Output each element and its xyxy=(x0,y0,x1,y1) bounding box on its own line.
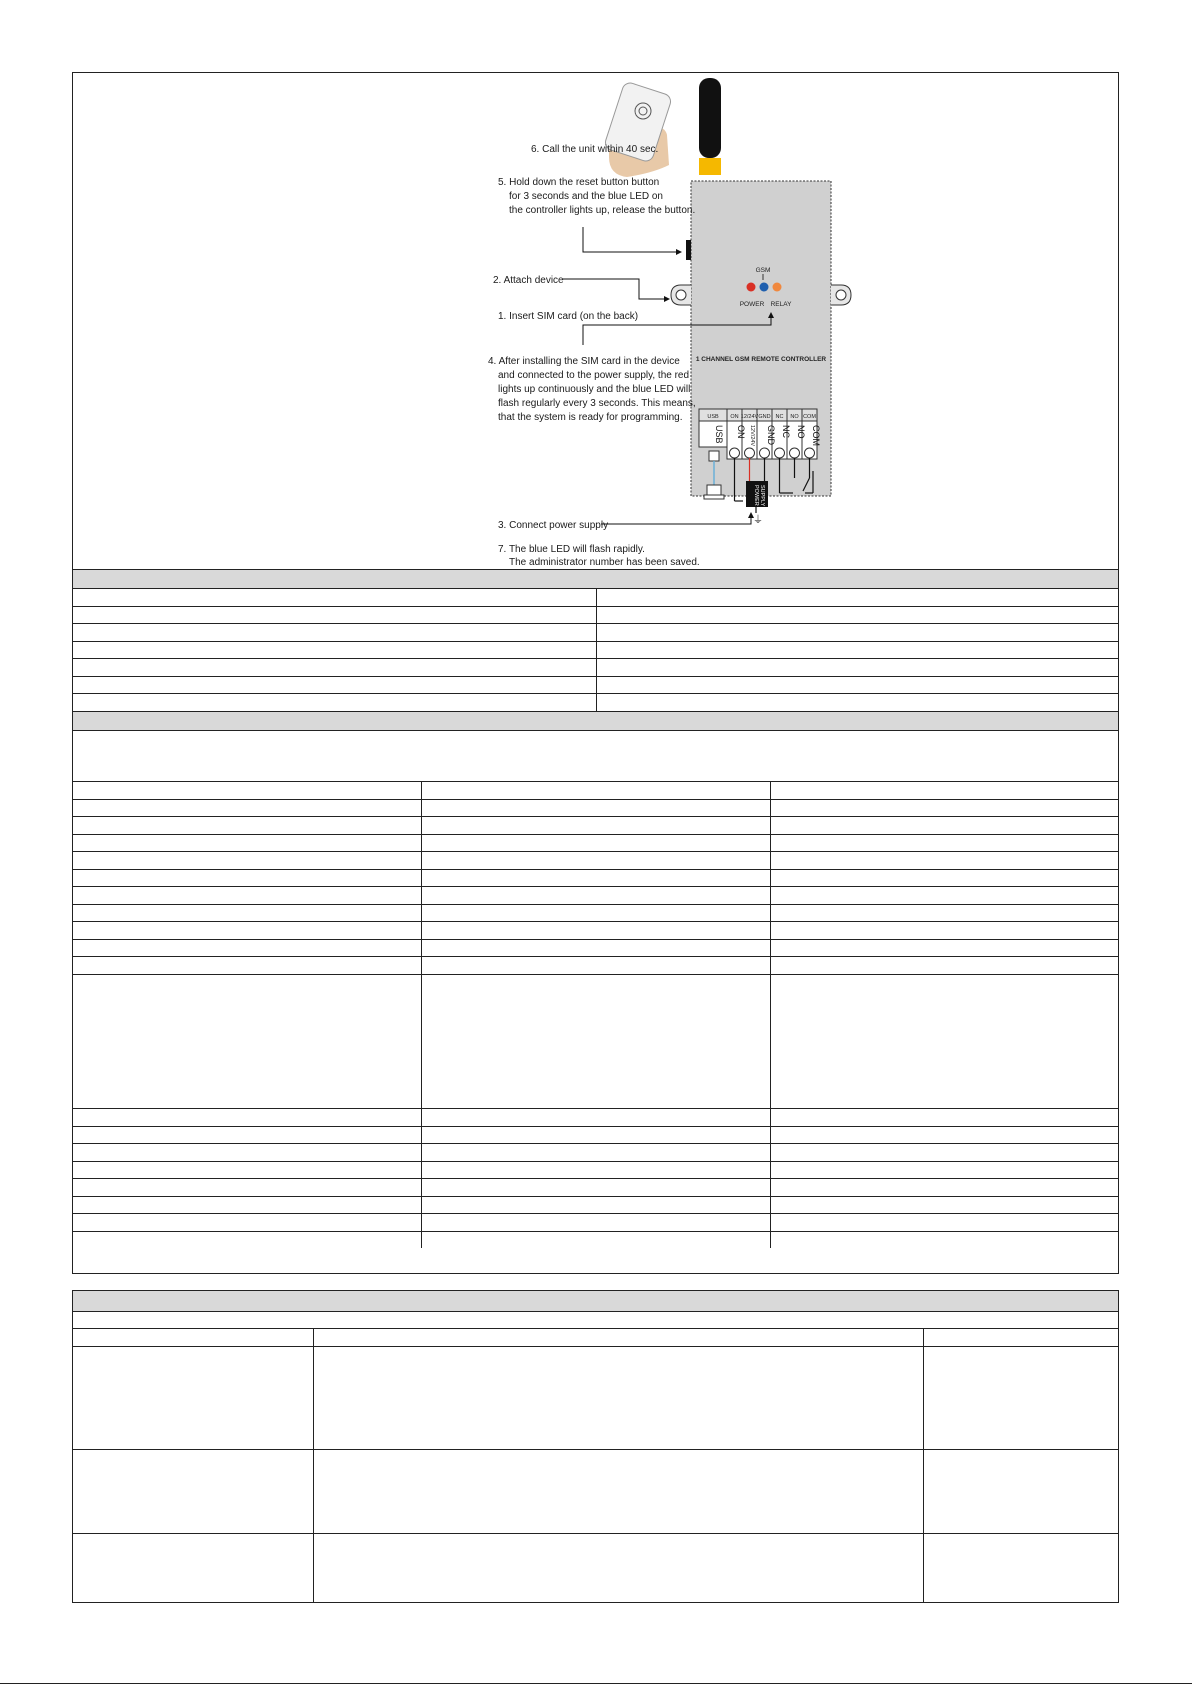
table-row xyxy=(73,1328,1118,1346)
table-row xyxy=(73,886,1118,904)
table-row xyxy=(73,676,1118,693)
table-row xyxy=(73,904,1118,921)
step-4-line-2: and connected to the power supply, the red xyxy=(498,370,690,381)
document-frame-top xyxy=(72,72,1119,1274)
step-2-text: 2. Attach device xyxy=(493,275,564,286)
table-row-tall xyxy=(73,1346,1118,1449)
svg-text:USB: USB xyxy=(714,425,724,444)
table-row-tall xyxy=(73,974,1118,1108)
device-title: 1 CHANNEL GSM REMOTE CONTROLLER xyxy=(695,356,827,363)
step-4-line-3: lights up continuously and the blue LED will xyxy=(498,384,691,395)
wiring-diagram-svg xyxy=(413,73,853,569)
table-row xyxy=(73,851,1118,869)
step-5-line-3: the controller lights up, release the button. xyxy=(509,205,696,216)
led-power xyxy=(747,283,756,292)
svg-text:NO: NO xyxy=(796,425,806,439)
page-bottom-rule xyxy=(0,1683,1192,1684)
step-7-line-1: 7. The blue LED will flash rapidly. xyxy=(498,544,645,555)
step-5-line-1: 5. Hold down the reset button button xyxy=(498,177,660,188)
table-row xyxy=(73,606,1118,623)
section-3-header xyxy=(73,1291,1118,1311)
table-row xyxy=(73,641,1118,658)
table-row xyxy=(73,939,1118,956)
svg-text:12V/24V: 12V/24V xyxy=(749,425,755,447)
svg-text:NO: NO xyxy=(790,414,799,420)
table-row-tall xyxy=(73,1533,1118,1602)
phone-hand-image xyxy=(603,81,672,177)
table-row xyxy=(73,623,1118,641)
step-4-line-5: that the system is ready for programming. xyxy=(498,412,683,423)
section-1-header xyxy=(73,569,1118,588)
svg-text:12/24V: 12/24V xyxy=(740,414,759,420)
table-row xyxy=(73,588,1118,606)
step-3-text: 3. Connect power supply xyxy=(498,520,609,531)
table-row xyxy=(73,658,1118,676)
reset-button xyxy=(686,240,691,260)
table-row xyxy=(73,816,1118,834)
svg-text:ON: ON xyxy=(736,425,746,439)
table-row xyxy=(73,1196,1118,1213)
section-2-header xyxy=(73,711,1118,730)
table-row-tall xyxy=(73,1449,1118,1533)
section-3-subheader xyxy=(73,1311,1118,1328)
svg-text:NC: NC xyxy=(775,414,784,420)
step-4-line-4: flash regularly every 3 seconds. This means, xyxy=(498,398,696,409)
svg-text:GND: GND xyxy=(766,425,776,445)
table-row xyxy=(73,1126,1118,1143)
svg-text:SUPPLY: SUPPLY xyxy=(759,485,765,507)
svg-text:POWER: POWER xyxy=(753,485,759,506)
led-relay xyxy=(773,283,782,292)
plug-icon: ⏚ xyxy=(753,515,763,526)
table-row xyxy=(73,799,1118,816)
table-row xyxy=(73,834,1118,851)
table-row xyxy=(73,1231,1118,1248)
led-gsm-label: GSM xyxy=(755,267,771,274)
table-row xyxy=(73,1143,1118,1161)
led-relay-label: RELAY xyxy=(770,301,792,308)
wiring-diagram xyxy=(73,73,1118,569)
svg-text:NC: NC xyxy=(781,425,791,438)
table-row xyxy=(73,869,1118,886)
svg-text:COM: COM xyxy=(803,414,816,420)
led-gsm xyxy=(760,283,769,292)
svg-text:USB: USB xyxy=(707,414,719,420)
step-1-text: 1. Insert SIM card (on the back) xyxy=(498,311,639,322)
led-power-label: POWER xyxy=(739,301,765,308)
svg-text:GND: GND xyxy=(758,414,771,420)
table-row xyxy=(73,1178,1118,1196)
table-row xyxy=(73,1161,1118,1178)
document-frame-bottom xyxy=(72,1290,1119,1603)
table-row xyxy=(73,781,1118,799)
section-2-note xyxy=(73,730,1118,781)
svg-text:COM: COM xyxy=(811,425,821,446)
antenna-tip xyxy=(699,158,721,175)
svg-text:ON: ON xyxy=(730,414,739,420)
table-row xyxy=(73,921,1118,939)
table-row xyxy=(73,1213,1118,1231)
step-5-line-2: for 3 seconds and the blue LED on xyxy=(509,191,663,202)
step-6-text: 6. Call the unit within 40 sec. xyxy=(531,144,659,155)
step-4-line-1: 4. After installing the SIM card in the device xyxy=(488,356,680,367)
step-7-line-2: The administrator number has been saved. xyxy=(509,557,700,568)
table-row xyxy=(73,956,1118,974)
table-row xyxy=(73,1108,1118,1126)
antenna xyxy=(699,78,721,158)
table-row xyxy=(73,693,1118,711)
